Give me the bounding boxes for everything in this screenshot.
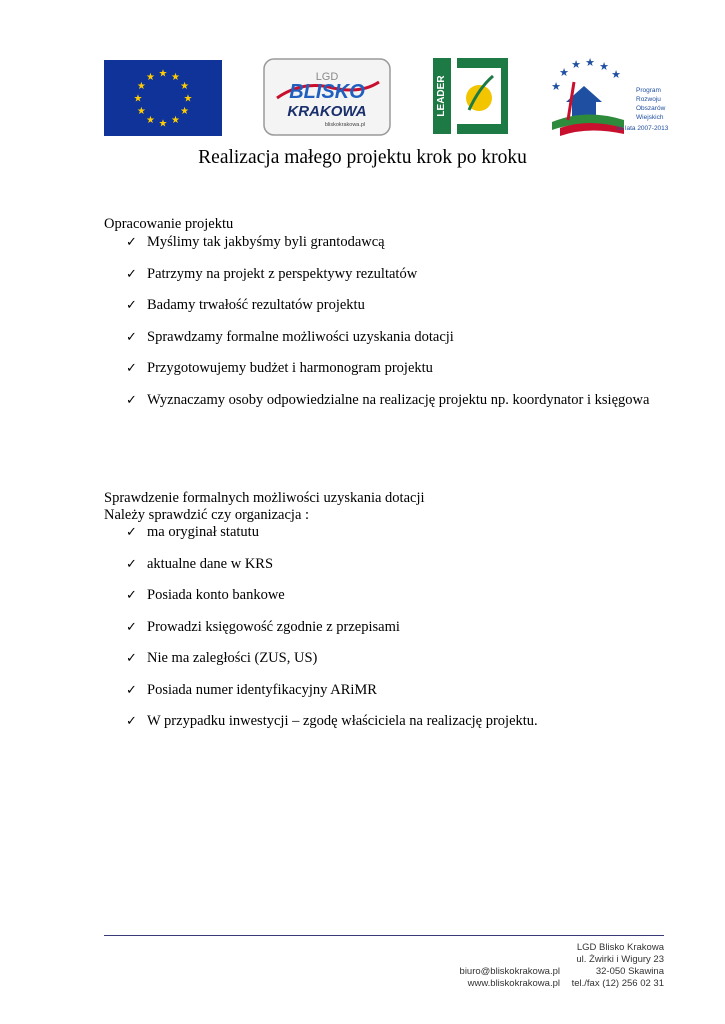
prow-logo bbox=[546, 58, 676, 140]
list-item-text: W przypadku inwestycji – zgodę właściciela na realizację projektu. bbox=[147, 713, 538, 729]
checkmark-icon: ✓ bbox=[126, 298, 137, 313]
eu-star-icon: ★ bbox=[146, 115, 155, 127]
list-item-text: Posiada numer identyfikacyjny ARiMR bbox=[147, 681, 377, 698]
checkmark-icon: ✓ bbox=[126, 361, 137, 376]
list-item-text: Posiada konto bankowe bbox=[147, 587, 285, 603]
eu-star-icon: ★ bbox=[146, 71, 155, 83]
lgd-name-line1: BLISKO bbox=[289, 81, 365, 103]
checkmark-icon: ✓ bbox=[126, 266, 137, 282]
eu-star-icon: ★ bbox=[171, 71, 180, 83]
list-item-text: Prowadzi księgowość zgodnie z przepisami bbox=[147, 618, 400, 635]
section2-subheading: Należy sprawdzić czy organizacja : bbox=[104, 507, 310, 523]
checkmark-icon: ✓ bbox=[126, 556, 137, 572]
list-item-text: Myślimy tak jakbyśmy byli grantodawcą bbox=[147, 234, 385, 250]
eu-star-icon: ★ bbox=[136, 106, 146, 117]
checkmark-icon: ✓ bbox=[126, 588, 137, 603]
section1-heading: Opracowanie projektu bbox=[104, 216, 234, 232]
eu-star-icon: ★ bbox=[180, 81, 190, 92]
footer-divider bbox=[104, 935, 664, 936]
prow-stars-icon bbox=[551, 58, 621, 93]
prow-line4: Wiejskich bbox=[636, 114, 664, 121]
eu-star-icon: ★ bbox=[171, 115, 180, 127]
eu-star-icon: ★ bbox=[180, 106, 190, 117]
eu-star-icon: ★ bbox=[183, 93, 193, 105]
checkmark-icon: ✓ bbox=[126, 329, 137, 345]
prow-star-icon: ★ bbox=[559, 66, 569, 79]
eu-star-icon: ★ bbox=[133, 93, 143, 105]
eu-star-icon: ★ bbox=[158, 118, 168, 130]
footer-phone: tel./fax (12) 256 02 31 bbox=[571, 978, 664, 989]
prow-star-icon: ★ bbox=[551, 80, 561, 93]
logo-strip bbox=[0, 58, 725, 138]
list-item-text: Badamy trwałość rezultatów projektu bbox=[147, 297, 365, 313]
list-item-text: Sprawdzamy formalne możliwości uzyskania dotacji bbox=[147, 328, 454, 345]
list-item-text: Wyznaczamy osoby odpowiedzialne na realizację projektu np. koordynator i księgowa bbox=[147, 391, 650, 408]
prow-star-icon: ★ bbox=[611, 68, 621, 81]
page-title: Realizacja małego projektu krok po kroku bbox=[198, 147, 527, 168]
lgd-blisko-krakowa-logo bbox=[263, 58, 391, 136]
checkmark-icon: ✓ bbox=[126, 235, 137, 250]
eu-star-icon: ★ bbox=[136, 81, 146, 92]
footer-city: 32-050 Skawina bbox=[595, 966, 664, 977]
footer-address bbox=[540, 942, 664, 990]
footer-website[interactable]: www.bliskokrakowa.pl bbox=[467, 978, 560, 989]
prow-line2: Rozwoju bbox=[636, 96, 661, 103]
prow-line1: Program bbox=[636, 87, 661, 94]
list-item-text: Przygotowujemy budżet i harmonogram projektu bbox=[147, 360, 433, 376]
prow-period: na lata 2007-2013 bbox=[616, 125, 669, 132]
eu-flag-icon bbox=[104, 60, 222, 136]
footer-email[interactable]: biuro@bliskokrakowa.pl bbox=[459, 966, 560, 977]
lgd-name-line2: KRAKOWA bbox=[287, 103, 367, 120]
leader-text: LEADER bbox=[436, 75, 447, 117]
list-item-text: ma oryginał statutu bbox=[147, 524, 259, 540]
checkmark-icon: ✓ bbox=[126, 682, 137, 698]
footer-org: LGD Blisko Krakowa bbox=[576, 942, 664, 953]
checkmark-icon: ✓ bbox=[126, 714, 137, 729]
prow-star-icon: ★ bbox=[571, 58, 581, 71]
eu-star-icon: ★ bbox=[158, 68, 168, 80]
checkmark-icon: ✓ bbox=[126, 392, 137, 408]
lgd-top-text: LGD bbox=[315, 71, 339, 83]
checkmark-icon: ✓ bbox=[126, 525, 137, 540]
list-item-text: Patrzymy na projekt z perspektywy rezultatów bbox=[147, 265, 418, 282]
prow-star-icon: ★ bbox=[599, 60, 609, 73]
checkmark-icon: ✓ bbox=[126, 651, 137, 666]
list-item-text: aktualne dane w KRS bbox=[147, 555, 274, 572]
checkmark-icon: ✓ bbox=[126, 619, 137, 635]
list-item-text: Nie ma zaległości (ZUS, US) bbox=[147, 650, 318, 666]
prow-line3: Obszarów bbox=[636, 105, 666, 112]
footer-contact-online bbox=[420, 966, 560, 990]
section2-heading: Sprawdzenie formalnych możliwości uzyskania dotacji bbox=[104, 490, 425, 506]
leader-logo bbox=[433, 58, 508, 134]
prow-star-icon: ★ bbox=[585, 58, 595, 69]
lgd-website: bliskokrakowa.pl bbox=[324, 122, 366, 128]
footer-street: ul. Żwirki i Wigury 23 bbox=[576, 954, 664, 965]
